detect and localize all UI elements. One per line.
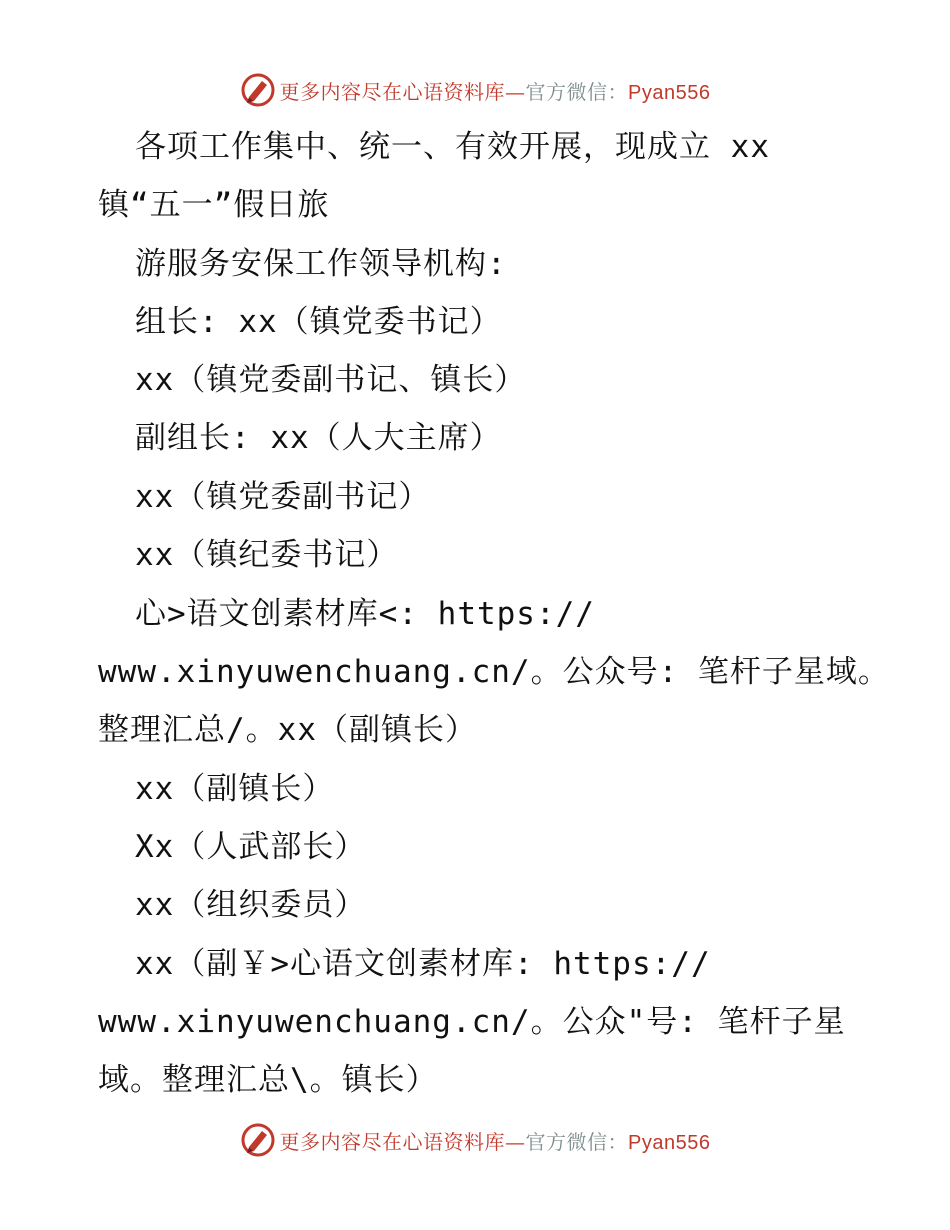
text-line: 心>语文创素材库<: https:// (135, 596, 595, 632)
text-line: xx（镇纪委书记） (135, 537, 399, 573)
text-line: xx（镇党委副书记、镇长） (135, 362, 527, 398)
watermark-text: 更多内容尽在心语资料库—官方微信：Pyan556 (279, 1129, 711, 1154)
text-line: 各项工作集中、统一、有效开展，现成立 xx (135, 129, 770, 165)
header-watermark (0, 70, 950, 110)
pen-logo-icon (240, 1122, 276, 1158)
text-line: 副组长: xx（人大主席） (135, 420, 502, 456)
text-line: Xx（人武部长） (135, 829, 367, 865)
text-line: xx（组织委员） (135, 887, 367, 923)
text-line: xx（副￥>心语文创素材库: https:// (135, 946, 711, 982)
text-line: 域。整理汇总\。镇长） (98, 1062, 438, 1098)
text-line: 镇“五一”假日旅 (98, 187, 330, 223)
text-line: 游服务安保工作领导机构: (135, 246, 507, 282)
text-line: 组长: xx（镇党委书记） (135, 304, 502, 340)
footer-watermark (0, 1120, 950, 1160)
text-line: www.xinyuwenchuang.cn/。公众"号: 笔杆子星 (98, 1004, 846, 1040)
text-line: www.xinyuwenchuang.cn/。公众号: 笔杆子星域。 (98, 654, 890, 690)
text-line: 整理汇总/。xx（副镇长） (98, 712, 477, 748)
pen-logo-icon (240, 72, 276, 108)
watermark-text: 更多内容尽在心语资料库—官方微信：Pyan556 (279, 79, 711, 104)
text-line: xx（副镇长） (135, 771, 335, 807)
text-line: xx（镇党委副书记） (135, 479, 431, 515)
